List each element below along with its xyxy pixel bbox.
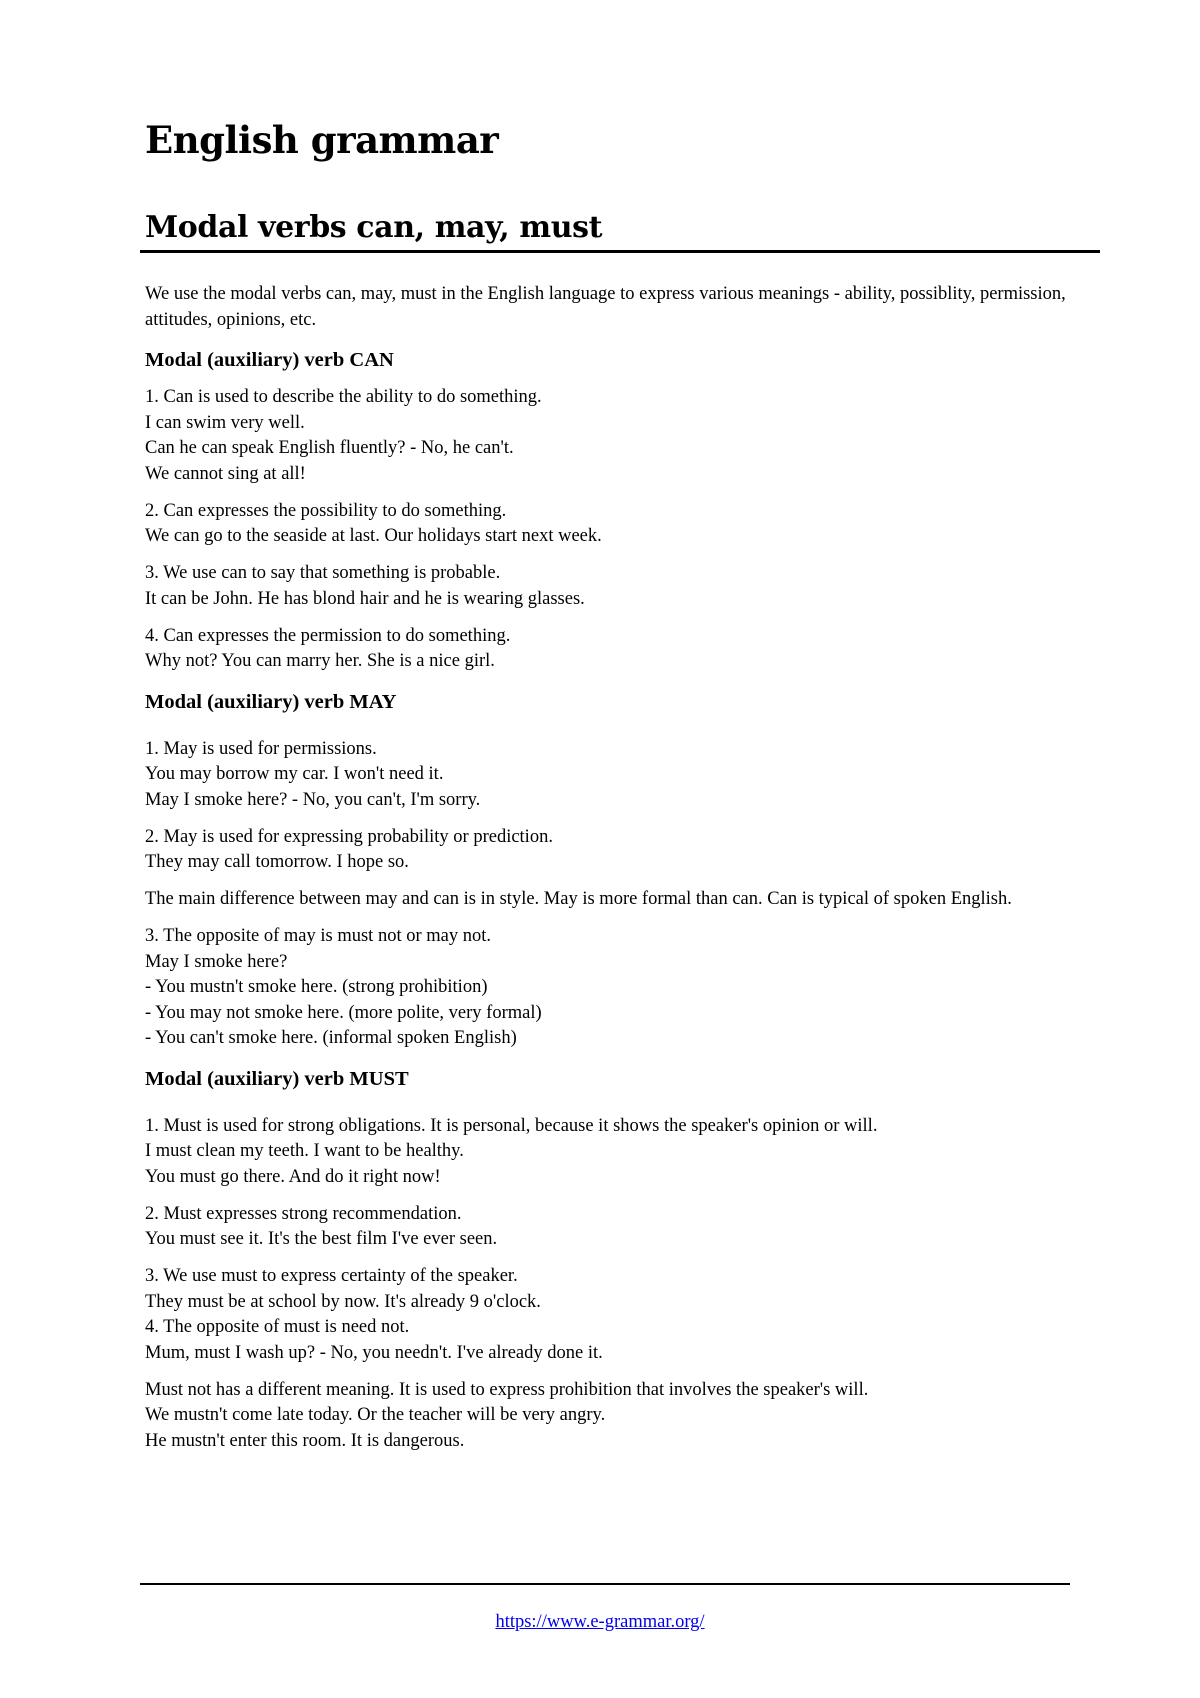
page-subtitle: Modal verbs can, may, must (145, 210, 603, 245)
intro-paragraph: We use the modal verbs can, may, must in the English language to express various meanings - ability, possiblity, permission, attitudes, opinions, etc. (145, 284, 1066, 330)
section-heading-may: Modal (auxiliary) verb MAY (145, 690, 397, 713)
can-point-1: 1. Can is used to describe the ability to do something. I can swim very well. Can he can speak English fluently? - No, he can't. We cannot sing at all! (145, 387, 542, 484)
footer-link[interactable]: https://www.e-grammar.org/ (495, 1612, 705, 1632)
section-heading-can: Modal (auxiliary) verb CAN (145, 349, 394, 371)
can-point-2: 2. Can expresses the possibility to do something. We can go to the seaside at last. Our holidays start next week. (145, 500, 602, 546)
must-point-3-4: 3. We use must to express certainty of the speaker. They must be at school by now. It's already 9 o'clock. 4. The opposite of must is need not. Mum, must I wash up? - No, you needn't. I've already done it. (145, 1266, 603, 1363)
must-point-1: 1. Must is used for strong obligations. It is personal, because it shows the speaker's opinion or will. I must clean my teeth. I want to be healthy. You must go there. And do it right now! (145, 1115, 878, 1187)
can-point-3: 3. We use can to say that something is probable. It can be John. He has blond hair and he is wearing glasses. (145, 563, 585, 609)
page-title: English grammar (145, 118, 499, 162)
header-divider (140, 250, 1100, 253)
may-point-2: 2. May is used for expressing probability or prediction. They may call tomorrow. I hope so. (145, 826, 553, 872)
may-point-1: 1. May is used for permissions. You may borrow my car. I won't need it. May I smoke here? - No, you can't, I'm sorry. (145, 738, 481, 810)
footer (0, 1610, 1200, 1634)
article-body (145, 282, 1095, 1466)
can-point-4: 4. Can expresses the permission to do something. Why not? You can marry her. She is a nice girl. (145, 625, 511, 671)
may-point-3: 3. The opposite of may is must not or may not. May I smoke here? - You mustn't smoke here. (strong prohibition) - You may not smoke here. (more polite, very formal) - You can't smoke here. (informal spoken English) (145, 926, 542, 1048)
footer-divider (140, 1583, 1070, 1585)
section-heading-must: Modal (auxiliary) verb MUST (145, 1067, 409, 1090)
may-style-note: The main difference between may and can is in style. May is more formal than can. Can is typical of spoken English. (145, 889, 1012, 909)
must-point-2: 2. Must expresses strong recommendation. You must see it. It's the best film I've ever seen. (145, 1203, 498, 1249)
must-not-note: Must not has a different meaning. It is used to express prohibition that involves the speaker's will. We mustn't come late today. Or the teacher will be very angry. He mustn't enter this room. It is dangerous. (145, 1379, 869, 1451)
